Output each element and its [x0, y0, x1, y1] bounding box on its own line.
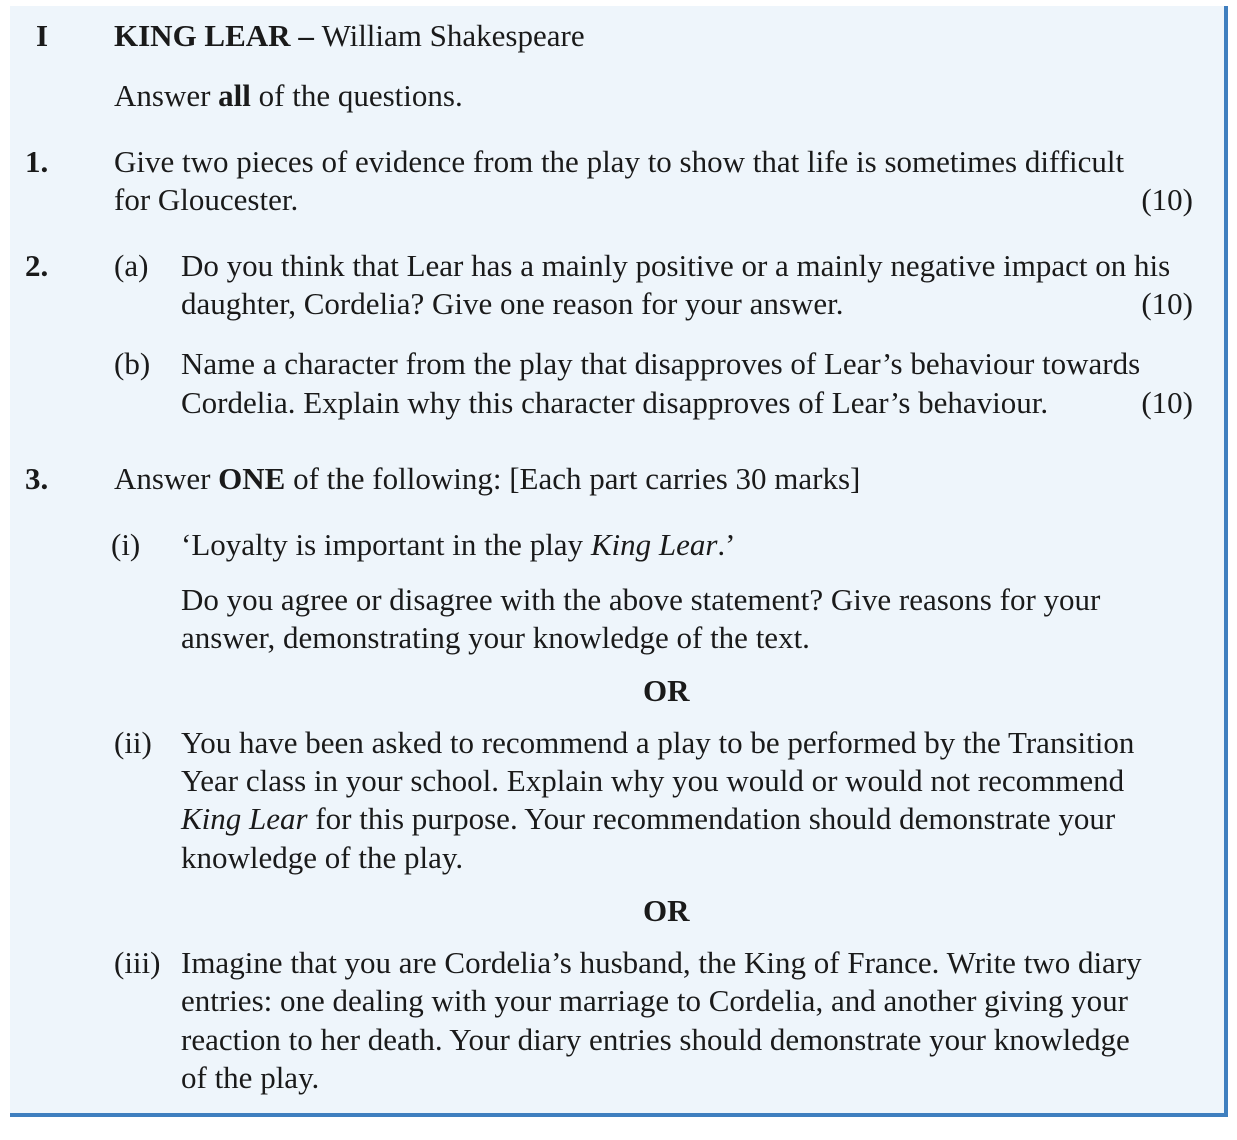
title-dash: – — [290, 18, 322, 53]
q3i-line: answer, demonstrating your knowledge of the text. — [181, 620, 810, 655]
q3ii-line: knowledge of the play. — [181, 840, 464, 875]
or-separator: OR — [643, 893, 690, 928]
q3iii-label: (iii) — [114, 945, 161, 980]
section-numeral: I — [36, 18, 49, 53]
play-title: KING LEAR — [114, 18, 291, 53]
q1-line: Give two pieces of evidence from the play to show that life is sometimes difficult — [114, 144, 1125, 179]
q3i-line: Do you agree or disagree with the above statement? Give reasons for your — [181, 582, 1101, 617]
q2a-marks: (10) — [1141, 286, 1193, 321]
q2b-line: Name a character from the play that disapproves of Lear’s behaviour towards — [181, 346, 1141, 381]
q1-number: 1. — [25, 144, 49, 179]
q3-intro — [114, 460, 860, 498]
q3ii-line: Year class in your school. Explain why you would or would not recommend — [181, 763, 1125, 798]
q3-intro-text: Answer — [114, 461, 219, 496]
q3ii-label: (ii) — [114, 725, 152, 760]
q3iii-line: reaction to her death. Your diary entries should demonstrate your knowledge — [181, 1022, 1130, 1057]
q1-marks: (10) — [1141, 182, 1193, 217]
q3iii-line: entries: one dealing with your marriage to Cordelia, and another giving your — [181, 983, 1128, 1018]
section-instruction — [114, 77, 463, 115]
quote-text: ‘Loyalty is important in the play — [181, 527, 591, 562]
q3ii-line — [181, 800, 1115, 838]
play-author: William Shakespeare — [321, 18, 585, 53]
q3iii-line: Imagine that you are Cordelia’s husband, the King of France. Write two diary — [181, 945, 1142, 980]
play-title-italic: King Lear — [181, 801, 308, 836]
q3i-quote — [181, 526, 736, 564]
quote-text-end: .’ — [717, 527, 736, 562]
q3-intro-text-end: of the following: [Each part carries 30 marks] — [285, 461, 861, 496]
q3ii-line: You have been asked to recommend a play to be performed by the Transition — [181, 725, 1135, 760]
instruction-text-end: of the questions. — [250, 78, 463, 113]
or-separator: OR — [643, 673, 690, 708]
section-title — [114, 17, 585, 55]
instruction-emphasis: all — [218, 78, 251, 113]
q3ii-line-text: for this purpose. Your recommendation should demonstrate your — [307, 801, 1116, 836]
q3-intro-emphasis: ONE — [218, 461, 286, 496]
q2a-label: (a) — [114, 248, 149, 283]
q2a-line: Do you think that Lear has a mainly positive or a mainly negative impact on his — [181, 248, 1171, 283]
q3iii-line: of the play. — [181, 1060, 320, 1095]
q2b-label: (b) — [114, 346, 151, 381]
q3i-label: (i) — [111, 527, 141, 562]
quote-play-title: King Lear — [590, 527, 718, 562]
q2-number: 2. — [25, 248, 49, 283]
q3-number: 3. — [25, 461, 49, 496]
q2a-line: daughter, Cordelia? Give one reason for your answer. — [181, 286, 844, 321]
instruction-text: Answer — [114, 78, 219, 113]
q2b-line: Cordelia. Explain why this character disapproves of Lear’s behaviour. — [181, 385, 1049, 420]
q2b-marks: (10) — [1141, 385, 1193, 420]
q1-line: for Gloucester. — [114, 182, 299, 217]
